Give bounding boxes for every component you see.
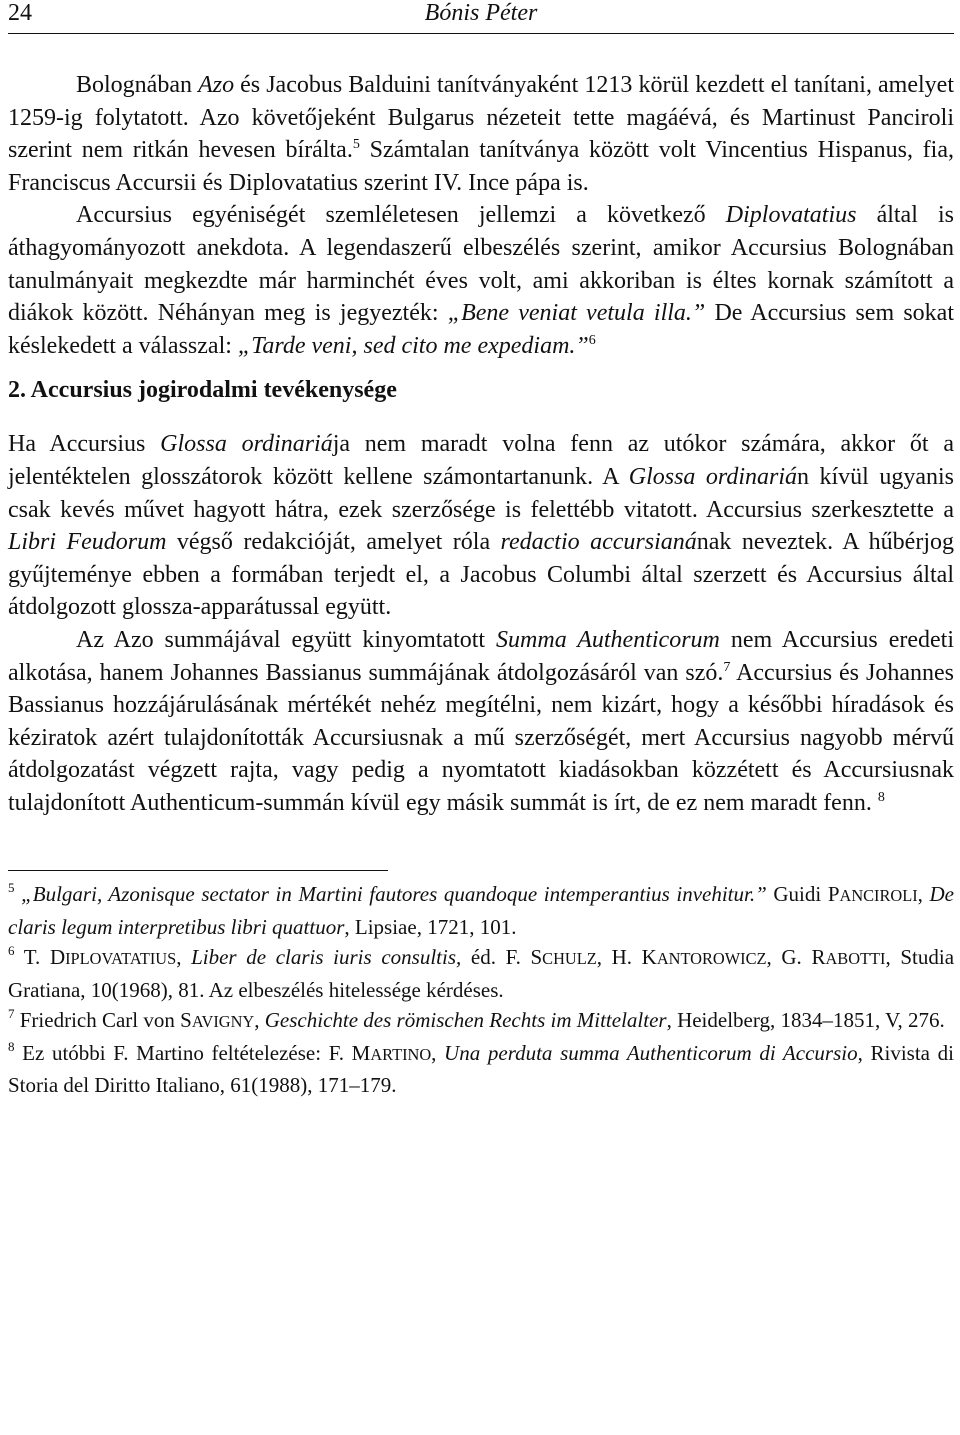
footnote-7: $^7$ Friedrich Carl von SAVIGNY, Geschichte des römischen Rechts im Mittelalter, Heidelberg, 1834–1851, V, 276. <box>8 1006 945 1033</box>
running-author: Bónis Péter <box>424 0 538 26</box>
footnote-5: $^5$ „Bulgari, Azonisque sectator in Martini fautores quandoque intemperantius invehitur.” Guidi PANCIROLI, De claris legum interpretibus libri quattuor, Lipsiae, 1721, 101. <box>8 880 954 939</box>
section-heading: 2. Accursius jogirodalmi tevékenysége <box>8 377 397 404</box>
footnote-6: $^6$ T. DIPLOVATATIUS, Liber de claris iuris consultis, éd. F. SCHULZ, H. KANTOROWICZ, G. RABOTTI, Studia Gratiana, 10(1968), 81. Az elbeszélés hitelessége kérdéses. <box>8 943 955 1002</box>
paragraph-3: Ha Accursius Glossa ordinariája nem maradt volna fenn az utókor számára, akkor őt a jelentéktelen glosszátorok között kellene számontartanunk. A Glossa ordinarián kívül ugyanis csak kevés művet hagyott hátra, ezek szerzősége is felettébb vitatott. Accursius szerkesztette a Libri Feudorum végső redakcióját, amelyet róla redactio accursianának neveztek. A hűbérjog gyűjteménye ebben a formában terjedt el, a Jacobus Columbi által szerzett és Accursius által átdolgozott glossza-apparátussal együtt. <box>8 431 954 621</box>
quote-2: „Tarde veni, sed cito me expediam.” <box>237 332 589 359</box>
page-number: 24 <box>8 0 32 26</box>
footnote-ref-7[interactable]: 7 <box>723 659 731 675</box>
footnote-separator <box>8 870 388 871</box>
paragraph-2: Accursius egyéniségét szemléletesen jellemzi a következő Diplovatatius által is áthagyományozott anekdota. A legendaszerű elbeszélés szerint, amikor Accursius Bolognában tanulmányait megkezdte már harminchét éves volt, ami akkoriban is éltes kornak számított a diákok között. Néhányan meg is jegyezték: „Bene veniat vetula illa.” De Accursius sem sokat késlekedett a válasszal: „Tarde veni, sed cito me expediam.”$^6$ <box>8 202 954 359</box>
footnote-ref-5[interactable]: 5 <box>352 137 360 153</box>
running-header <box>8 0 954 34</box>
footnotes <box>8 879 954 1101</box>
quote-1: „Bene veniat vetula illa.” <box>447 300 706 327</box>
paragraph-4: Az Azo summájával együtt kinyomtatott Summa Authenticorum nem Accursius eredeti alkotása, hanem Johannes Bassianus summájának átdolgozásáról van szó.$^7$ Accursius és Johannes Bassianus hozzájárulásának mértékét nehéz megítélni, nem kizárt, hogy a későbbi híradások és kéziratok azért tulajdonították Accursiusnak a mű szerzőségét, mert Accursius nagyobb mérvű átdolgozatást végzett rajta, vagy pedig a nyomtatott kiadásokban közzétett és Accursiusnak tulajdonított Authenticum-summán kívül egy másik summát is írt, de ez nem maradt fenn. $^8$ <box>8 626 954 816</box>
footnote-ref-8[interactable]: 8 <box>877 789 885 805</box>
footnote-ref-6[interactable]: 6 <box>588 332 596 348</box>
main-text <box>8 69 954 819</box>
paragraph-1: Bolognában Azo és Jacobus Balduini tanítványaként 1213 körül kezdett el tanítani, amelyet 1259-ig folytatott. Azo követőjeként Bulgarus nézeteit tette magáévá, és Martinust Panciroli szerint nem ritkán hevesen bírálta.$^5$ Számtalan tanítványa között volt Vincentius Hispanus, fia, Franciscus Accursii és Diplovatatius szerint IV. Ince pápa is. <box>8 72 954 196</box>
footnote-8: $^8$ Ez utóbbi F. Martino feltételezése: F. MARTINO, Una perduta summa Authenticorum di Accursio, Rivista di Storia del Diritto Italiano, 61(1988), 171–179. <box>8 1038 954 1098</box>
